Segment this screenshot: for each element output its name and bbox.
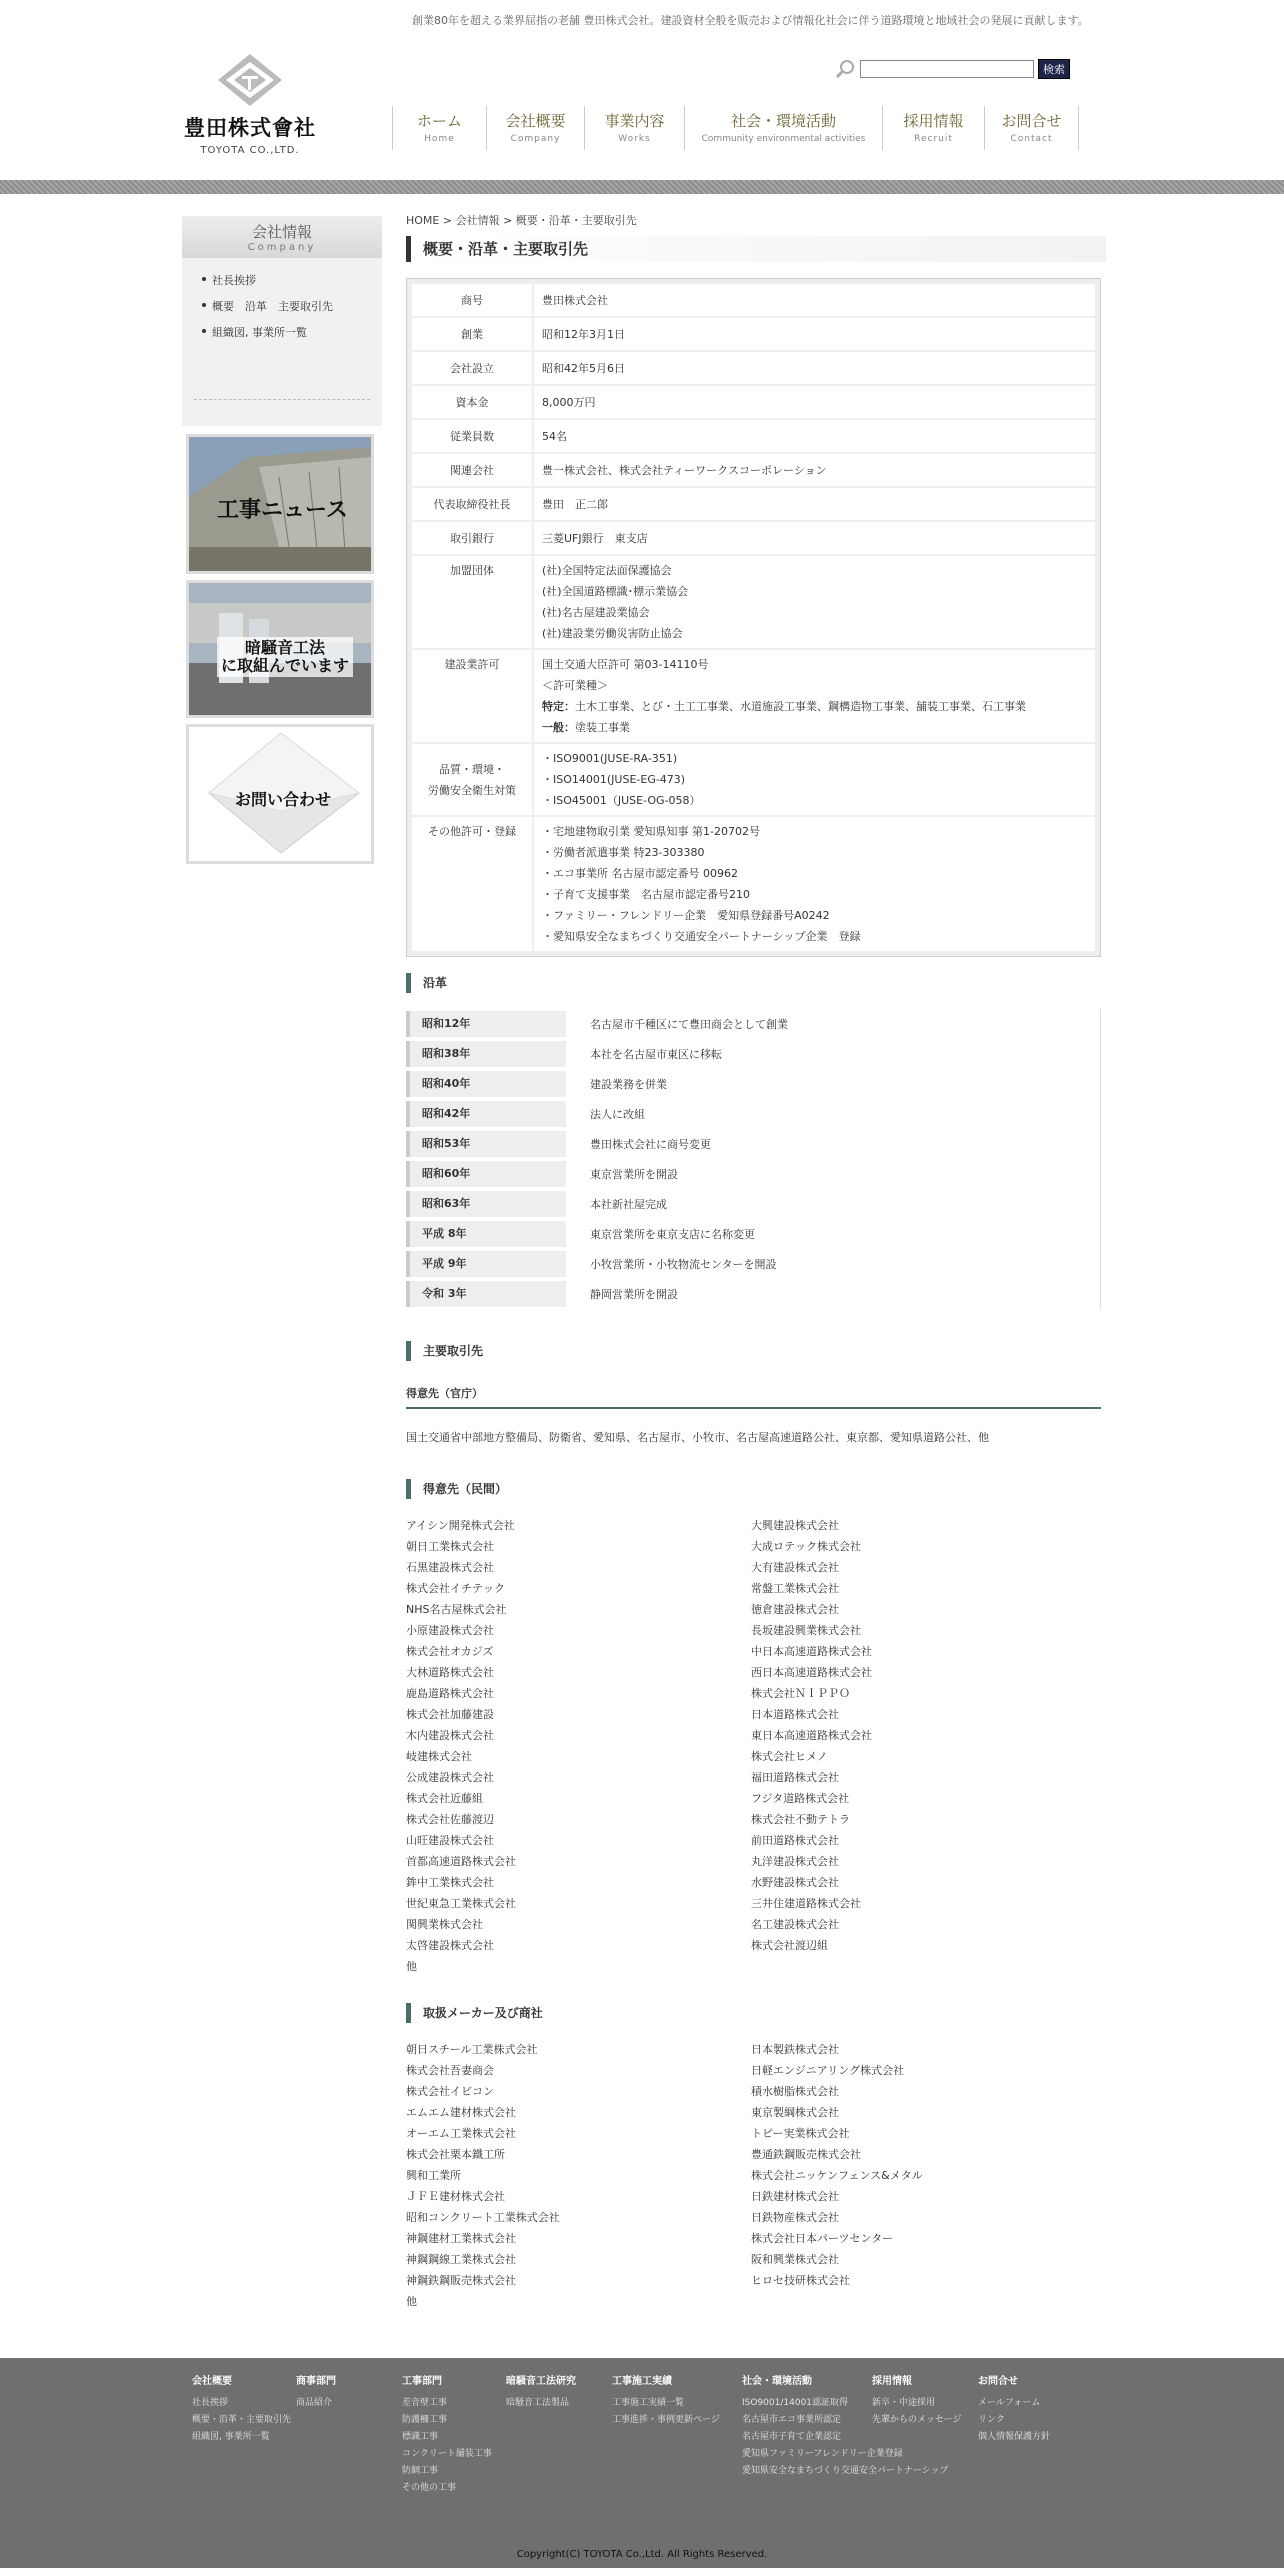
construction-news-banner[interactable]	[186, 434, 374, 574]
maker-item: 阪和興業株式会社	[751, 2253, 839, 2266]
history-row	[406, 1279, 1100, 1309]
history-year: 昭和63年	[406, 1191, 566, 1217]
maker-item: 株式会社吾妻商会	[406, 2064, 494, 2077]
footer-link[interactable]: ISO9001/14001認証取得	[742, 2398, 849, 2408]
footer-link[interactable]: 愛知県安全なまちづくり交通安全パートナーシップ	[742, 2466, 949, 2476]
client-item: 名工建設株式会社	[751, 1918, 839, 1931]
sidebar-header	[182, 216, 382, 258]
history-row	[406, 1219, 1100, 1249]
member-org: (社)建設業労働災害防止協会	[542, 627, 683, 640]
maker-item: 興和工業所	[406, 2169, 461, 2182]
client-item: 中日本高速道路株式会社	[751, 1645, 872, 1658]
maker-item: 株式会社日本パーツセンター	[751, 2232, 894, 2245]
nav-recruit[interactable]	[883, 106, 985, 150]
table-key: 創業	[412, 318, 532, 350]
table-row	[412, 522, 1095, 554]
footer-link[interactable]: 商品紹介	[296, 2398, 333, 2408]
footer-link[interactable]: メールフォーム	[978, 2398, 1041, 2408]
maker-item: 神鋼建材工業株式会社	[406, 2232, 516, 2245]
registration: ・エコ事業所 名古屋市認定番号 00962	[542, 867, 738, 880]
maker-item: 神鋼鋼線工業株式会社	[406, 2253, 516, 2266]
license-special	[542, 696, 1087, 717]
table-value: 昭和42年5月6日	[534, 352, 1095, 384]
nav-sublabel: Contact	[1010, 134, 1053, 144]
search-icon	[834, 58, 856, 80]
license-special-text: 土木工事業、とび・土工工事業、水道施設工事業、鋼構造物工事業、舗装工事業、石工事業	[575, 700, 1026, 713]
client-item: 鹿島道路株式会社	[406, 1687, 494, 1700]
search-input[interactable]	[860, 60, 1034, 78]
history-year: 令和 3年	[406, 1281, 566, 1307]
table-value	[534, 817, 1095, 951]
footer-link[interactable]: 組織図, 事業所一覧	[192, 2432, 270, 2442]
iso-cert: ・ISO14001(JUSE-EG-473)	[542, 773, 686, 786]
client-item: 鉾中工業株式会社	[406, 1876, 494, 1889]
footer-column	[612, 2372, 720, 2429]
makers-list	[406, 2039, 1106, 2312]
makers-right	[751, 2039, 1096, 2312]
iso-cert: ・ISO45001（JUSE-OG-058）	[542, 794, 701, 807]
nav-label: 社会・環境活動	[730, 112, 836, 130]
nav-company[interactable]	[487, 106, 585, 150]
history-year: 昭和40年	[406, 1071, 566, 1097]
client-item: 朝日工業株式会社	[406, 1540, 494, 1553]
registration: ・ファミリー・フレンドリー企業 愛知県登録番号A0242	[542, 909, 830, 922]
history-event: 小牧営業所・小牧物流センターを開設	[590, 1258, 777, 1271]
client-item: 小原建設株式会社	[406, 1624, 494, 1637]
client-item: 他	[406, 1960, 417, 1973]
table-value: 豊田株式会社	[534, 284, 1095, 316]
client-item: 関興業株式会社	[406, 1918, 483, 1931]
sidebar-subtitle: Company	[247, 242, 317, 253]
client-item: 株式会社ヒメノ	[751, 1750, 828, 1763]
table-row	[412, 284, 1095, 316]
maker-item: エムエム建材株式会社	[406, 2106, 516, 2119]
quiet-method-banner[interactable]	[186, 580, 374, 718]
table-key: 建設業許可	[412, 650, 532, 742]
member-org: (社)名古屋建設業協会	[542, 606, 650, 619]
client-item: 世紀東急工業株式会社	[406, 1897, 516, 1910]
client-item: 太啓建設株式会社	[406, 1939, 494, 1952]
client-item: 山旺建設株式会社	[406, 1834, 494, 1847]
footer-link[interactable]: 差音壁工事	[402, 2398, 448, 2408]
nav-label: 事業内容	[604, 112, 665, 130]
table-key: その他許可・登録	[412, 817, 532, 951]
search-button[interactable]: 検索	[1038, 59, 1070, 79]
footer-link[interactable]: 防護柵工事	[402, 2415, 448, 2425]
table-key: 従業員数	[412, 420, 532, 452]
client-item: 丸洋建設株式会社	[751, 1855, 839, 1868]
table-value	[534, 650, 1095, 742]
maker-item: 神鋼鉄鋼販売株式会社	[406, 2274, 516, 2287]
history-year: 平成 8年	[406, 1221, 566, 1247]
banner-quiet-line2: に取組んでいます	[221, 656, 350, 675]
maker-item: ヒロセ技研株式会社	[751, 2274, 850, 2287]
table-row	[412, 386, 1095, 418]
header-divider-band	[0, 180, 1284, 194]
client-item: 常盤工業株式会社	[751, 1582, 839, 1595]
makers-heading: 取扱メーカー及び商社	[406, 2003, 1106, 2023]
history-row	[406, 1009, 1100, 1039]
footer-heading[interactable]: お問合せ	[978, 2376, 1018, 2387]
main-content	[406, 212, 1106, 2312]
footer-column	[402, 2372, 492, 2497]
client-item: 株式会社渡辺組	[751, 1939, 828, 1952]
gov-clients-text: 国土交通省中部地方整備局、防衛省、愛知県、名古屋市、小牧市、名古屋高速道路公社、東京都、愛知県道路公社、他	[406, 1431, 989, 1444]
sidebar-item-overview[interactable]: 概要 沿革 主要取引先	[212, 298, 382, 324]
table-row	[412, 420, 1095, 452]
client-item: NHS名古屋株式会社	[406, 1603, 507, 1616]
maker-item: 東京製綱株式会社	[751, 2106, 839, 2119]
footer-link[interactable]: リンク	[978, 2415, 1005, 2425]
table-key	[412, 744, 532, 815]
history-event: 法人に改組	[590, 1108, 645, 1121]
private-clients-list	[406, 1515, 1106, 1977]
client-item: 公成建設株式会社	[406, 1771, 494, 1784]
logo-mark-icon	[212, 52, 288, 108]
history-event: 豊田株式会社に商号変更	[590, 1138, 711, 1151]
maker-item: 日鉄物産株式会社	[751, 2211, 839, 2224]
history-row	[406, 1189, 1100, 1219]
history-heading: 沿革	[406, 973, 1106, 993]
registration: ・子育て支援事業 名古屋市認定番号210	[542, 888, 750, 901]
footer-link[interactable]: 愛知県ファミリーフレンドリー企業登録	[742, 2449, 903, 2459]
maker-item: 日鉄建材株式会社	[751, 2190, 839, 2203]
client-item: 水野建設株式会社	[751, 1876, 839, 1889]
logo-text-en: TOYOTA CO.,LTD.	[200, 145, 300, 156]
client-item: 徳倉建設株式会社	[751, 1603, 839, 1616]
client-item: 大有建設株式会社	[751, 1561, 839, 1574]
history-row	[406, 1159, 1100, 1189]
table-row	[412, 556, 1095, 648]
logo-text-ja: 豊田株式會社	[184, 115, 316, 140]
nav-label: 会社概要	[505, 112, 566, 130]
table-row	[412, 650, 1095, 742]
table-key: 取引銀行	[412, 522, 532, 554]
client-item: 日本道路株式会社	[751, 1708, 839, 1721]
footer-column	[978, 2372, 1050, 2446]
nav-contact[interactable]	[985, 106, 1079, 150]
history-event: 東京営業所を東京支店に名称変更	[590, 1228, 755, 1241]
maker-item: ＪＦＥ建材株式会社	[406, 2190, 505, 2203]
history-event: 本社新社屋完成	[590, 1198, 667, 1211]
nav-sublabel: Works	[618, 134, 651, 144]
history-event: 静岡営業所を開設	[590, 1288, 678, 1301]
maker-item: 他	[406, 2295, 417, 2308]
maker-item: 日軽エンジニアリング株式会社	[751, 2064, 905, 2077]
table-key: 会社設立	[412, 352, 532, 384]
history-year: 昭和38年	[406, 1041, 566, 1067]
maker-item: トピー実業株式会社	[751, 2127, 850, 2140]
nav-label: お問合せ	[1001, 112, 1062, 130]
license-general-text: 塗装工事業	[575, 721, 630, 734]
table-key-line: 労働安全衛生対策	[428, 783, 516, 797]
client-item: 株式会社イチテック	[406, 1582, 505, 1595]
footer-link[interactable]: コンクリート舗装工事	[402, 2449, 492, 2459]
license-number: 国土交通大臣許可 第03-14110号	[542, 658, 709, 671]
maker-item: 日本製鉄株式会社	[751, 2043, 839, 2056]
client-item: 大興建設株式会社	[751, 1519, 839, 1532]
table-key: 代表取締役社長	[412, 488, 532, 520]
maker-item: 積水樹脂株式会社	[751, 2085, 839, 2098]
site-footer	[0, 2358, 1284, 2568]
footer-link[interactable]: 名古屋市子育て企業認定	[742, 2432, 842, 2442]
gov-clients-heading: 得意先（官庁）	[406, 1385, 1101, 1409]
private-clients-left	[406, 1515, 751, 1977]
client-item: 首都高速道路株式会社	[406, 1855, 516, 1868]
footer-link[interactable]: 工事進捗・事例更新ページ	[612, 2415, 720, 2425]
registration: ・愛知県安全なまちづくり交通安全パートナーシップ企業 登録	[542, 930, 861, 943]
history-row	[406, 1249, 1100, 1279]
history-year: 昭和53年	[406, 1131, 566, 1157]
clients-heading: 主要取引先	[406, 1341, 1106, 1361]
history-row	[406, 1099, 1100, 1129]
private-clients-right	[751, 1515, 1096, 1977]
footer-link[interactable]: 暗騒音工法製品	[506, 2398, 570, 2408]
license-special-label: 特定：	[542, 700, 575, 713]
sidebar-menu	[182, 258, 382, 426]
maker-item: 朝日スチール工業株式会社	[406, 2043, 538, 2056]
nav-community[interactable]	[685, 106, 883, 150]
footer-heading[interactable]: 社会・環境活動	[742, 2376, 812, 2387]
client-item: 木内建設株式会社	[406, 1729, 494, 1742]
contact-banner[interactable]	[186, 724, 374, 864]
client-item: アイシン開発株式会社	[406, 1519, 515, 1532]
table-value: 豊田 正二郎	[534, 488, 1095, 520]
breadcrumb[interactable]: HOME > 会社情報 > 概要・沿革・主要取引先	[406, 214, 637, 227]
maker-item: 豊通鉄鋼販売株式会社	[751, 2148, 861, 2161]
footer-heading[interactable]: 採用情報	[872, 2376, 912, 2387]
footer-link[interactable]: 新卒・中途採用	[872, 2398, 936, 2408]
table-key: 加盟団体	[412, 556, 532, 648]
history-row	[406, 1069, 1100, 1099]
member-org: (社)全国道路標識･標示業協会	[542, 585, 689, 598]
history-event: 東京営業所を開設	[590, 1168, 678, 1181]
maker-item: オーエム工業株式会社	[406, 2127, 516, 2140]
table-key-line: 品質・環境・	[439, 762, 505, 776]
client-item: 東日本高速道路株式会社	[751, 1729, 872, 1742]
client-item: 岐建株式会社	[406, 1750, 472, 1763]
sidebar	[182, 216, 382, 426]
history-event: 本社を名古屋市東区に移転	[590, 1048, 722, 1061]
maker-item: 株式会社栗本鐵工所	[406, 2148, 505, 2161]
footer-column	[506, 2372, 576, 2412]
sidebar-title: 会社情報	[251, 223, 312, 241]
footer-heading[interactable]: 工事部門	[402, 2376, 442, 2387]
footer-link[interactable]: 名古屋市エコ事業所認定	[742, 2415, 842, 2425]
history-year: 昭和60年	[406, 1161, 566, 1187]
footer-heading[interactable]: 工事施工実績	[612, 2376, 672, 2387]
license-general	[542, 717, 1087, 738]
banner-contact-label: お問い合わせ	[235, 790, 332, 809]
history-year: 昭和12年	[406, 1011, 566, 1037]
footer-link[interactable]: その他の工事	[402, 2483, 457, 2493]
table-value	[534, 744, 1095, 815]
nav-label: ホーム	[416, 112, 462, 130]
footer-column	[192, 2372, 291, 2446]
site-tagline: 創業80年を超える業界屈指の老舗 豊田株式会社。建設資材全般を販売および情報化社会に伴う道路環境と地域社会の発展に貢献します。	[412, 14, 1089, 27]
table-value: 三菱UFJ銀行 東支店	[534, 522, 1095, 554]
footer-heading[interactable]: 暗騒音工法研究	[506, 2376, 576, 2387]
overview-table	[406, 278, 1101, 957]
table-key: 関連会社	[412, 454, 532, 486]
maker-item: 株式会社イビコン	[406, 2085, 494, 2098]
history-event: 名古屋市千種区にて豊田商会として創業	[590, 1018, 788, 1031]
client-item: 株式会社不動テトラ	[751, 1813, 850, 1826]
history-list	[406, 1009, 1101, 1309]
footer-link[interactable]: 概要・沿革・主要取引先	[192, 2415, 292, 2425]
nav-sublabel: Home	[424, 134, 455, 144]
client-item: 福田道路株式会社	[751, 1771, 839, 1784]
client-item: 株式会社近藤組	[406, 1792, 483, 1805]
table-row	[412, 318, 1095, 350]
table-value: 54名	[534, 420, 1095, 452]
nav-label: 採用情報	[903, 112, 964, 130]
table-value: 昭和12年3月1日	[534, 318, 1095, 350]
table-row	[412, 488, 1095, 520]
client-item: 大林道路株式会社	[406, 1666, 494, 1679]
global-nav	[392, 106, 1079, 150]
registration: ・宅地建物取引業 愛知県知事 第1-20702号	[542, 825, 760, 838]
table-key: 商号	[412, 284, 532, 316]
site-search	[834, 58, 1070, 80]
nav-home[interactable]	[393, 106, 487, 150]
footer-link[interactable]: 標識工事	[402, 2432, 439, 2442]
sidebar-divider	[194, 399, 370, 400]
sidebar-item-organization[interactable]: 組織図, 事業所一覧	[212, 324, 382, 350]
client-item: 株式会社加藤建設	[406, 1708, 494, 1721]
footer-link[interactable]: 個人情報保護方針	[978, 2432, 1051, 2442]
nav-works[interactable]	[585, 106, 685, 150]
history-row	[406, 1039, 1100, 1069]
table-value: 豊一株式会社、株式会社ティーワークスコーポレーション	[534, 454, 1095, 486]
footer-heading[interactable]: 会社概要	[192, 2376, 232, 2387]
footer-link[interactable]: 先輩からのメッセージ	[872, 2415, 962, 2425]
table-key: 資本金	[412, 386, 532, 418]
copyright: Copyright(C) TOYOTA Co.,Ltd. All Rights Reserved.	[516, 2549, 768, 2560]
footer-heading[interactable]: 商事部門	[296, 2376, 336, 2387]
client-item: フジタ道路株式会社	[751, 1792, 850, 1805]
footer-column	[296, 2372, 336, 2412]
footer-link[interactable]: 社長挨拶	[192, 2398, 229, 2408]
client-item: 株式会社佐藤渡辺	[406, 1813, 494, 1826]
makers-left	[406, 2039, 751, 2312]
banner-quiet-line1: 暗騒音工法	[245, 638, 326, 657]
footer-link[interactable]: 工事施工実績一覧	[612, 2398, 685, 2408]
maker-item: 株式会社ニッケンフェンス&メタル	[751, 2169, 923, 2182]
history-row	[406, 1129, 1100, 1159]
client-item: 石黒建設株式会社	[406, 1561, 494, 1574]
client-item: 株式会社ＮＩＰＰＯ	[751, 1687, 850, 1700]
license-general-label: 一般：	[542, 721, 575, 734]
client-item: 大成ロテック株式会社	[751, 1540, 861, 1553]
client-item: 西日本高速道路株式会社	[751, 1666, 872, 1679]
nav-sublabel: Recruit	[914, 134, 953, 144]
page-title: 概要・沿革・主要取引先	[406, 236, 1106, 262]
license-heading: ＜許可業種＞	[542, 679, 608, 692]
maker-item: 昭和コンクリート工業株式会社	[406, 2211, 560, 2224]
client-item: 前田道路株式会社	[751, 1834, 839, 1847]
table-value: 8,000万円	[534, 386, 1095, 418]
company-logo[interactable]	[180, 52, 320, 160]
table-row	[412, 744, 1095, 815]
footer-column	[872, 2372, 961, 2429]
registration: ・労働者派遣事業 特23-303380	[542, 846, 705, 859]
history-year: 平成 9年	[406, 1251, 566, 1277]
iso-cert: ・ISO9001(JUSE-RA-351)	[542, 752, 678, 765]
footer-link[interactable]: 防網工事	[402, 2466, 439, 2476]
table-row	[412, 352, 1095, 384]
sidebar-item-greeting[interactable]: 社長挨拶	[212, 272, 382, 298]
table-row	[412, 454, 1095, 486]
nav-sublabel: Company	[510, 134, 561, 144]
member-org: (社)全国特定法面保護協会	[542, 564, 672, 577]
client-item: 長坂建設興業株式会社	[751, 1624, 861, 1637]
client-item: 三井住建道路株式会社	[751, 1897, 861, 1910]
client-item: 株式会社オカジズ	[406, 1645, 494, 1658]
history-event: 建設業務を併業	[590, 1078, 667, 1091]
banner-news-label: 工事ニュース	[217, 497, 348, 523]
table-value	[534, 556, 1095, 648]
nav-sublabel: Community environmental activities	[701, 134, 866, 144]
private-clients-heading: 得意先（民間）	[406, 1479, 1106, 1499]
table-row	[412, 817, 1095, 951]
history-year: 昭和42年	[406, 1101, 566, 1127]
